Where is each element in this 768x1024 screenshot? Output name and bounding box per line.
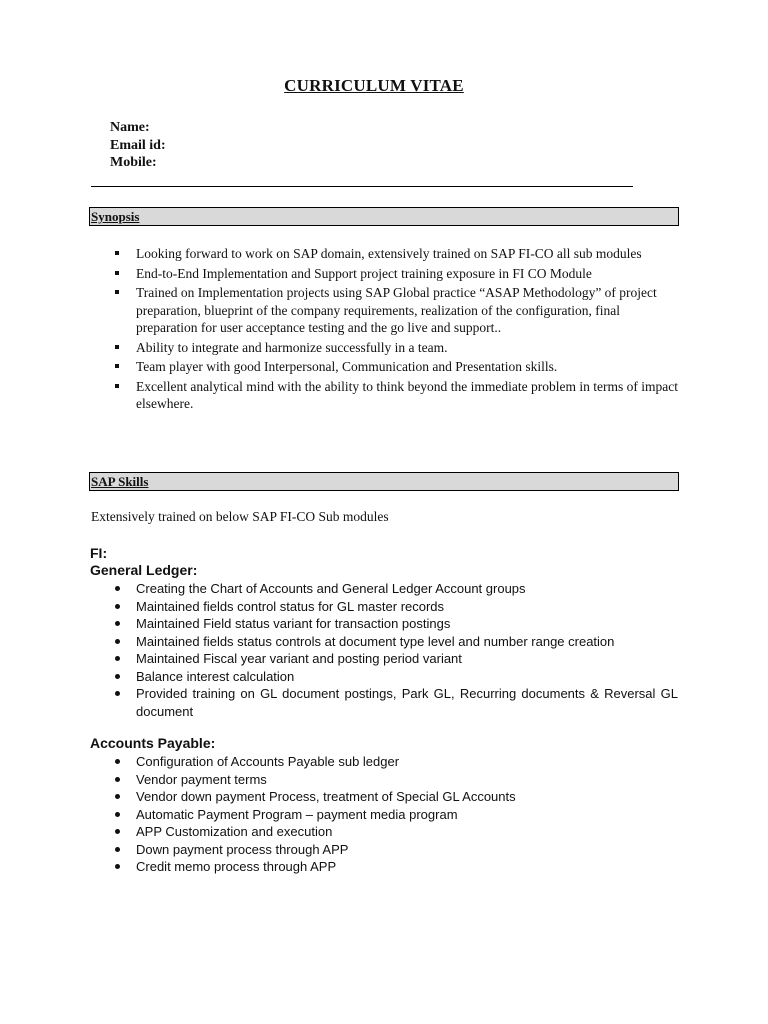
header-divider (91, 186, 633, 187)
round-bullet-icon (115, 777, 120, 782)
list-item: Excellent analytical mind with the ability to think beyond the immediate problem in terms of impact elsewhere. (112, 378, 678, 413)
list-item: Trained on Implementation projects using SAP Global practice “ASAP Methodology” of project preparation, blueprint of the company requirements, realization of the configuration, final preparation for user acceptance testing and the go live and support.. (112, 284, 678, 337)
square-bullet-icon (115, 364, 119, 368)
general-ledger-heading: General Ledger: (90, 562, 198, 578)
round-bullet-icon (115, 829, 120, 834)
sap-skills-heading: SAP Skills (89, 472, 679, 491)
synopsis-heading: Synopsis (89, 207, 679, 226)
list-item: Maintained Fiscal year variant and posting period variant (112, 650, 678, 668)
round-bullet-icon (115, 586, 120, 591)
fi-label: FI: (90, 545, 108, 561)
list-item: Provided training on GL document postings, Park GL, Recurring documents & Reversal GL document (112, 685, 678, 720)
document-title: CURRICULUM VITAE (284, 76, 464, 95)
list-item: Credit memo process through APP (112, 858, 678, 876)
list-item: Team player with good Interpersonal, Communication and Presentation skills. (112, 358, 678, 376)
square-bullet-icon (115, 345, 119, 349)
round-bullet-icon (115, 812, 120, 817)
square-bullet-icon (115, 384, 119, 388)
round-bullet-icon (115, 759, 120, 764)
contact-block (110, 119, 166, 172)
list-item: Down payment process through APP (112, 841, 678, 859)
email-label: Email id: (110, 137, 166, 153)
round-bullet-icon (115, 794, 120, 799)
list-item: Looking forward to work on SAP domain, extensively trained on SAP FI-CO all sub modules (112, 245, 678, 263)
list-item: Vendor down payment Process, treatment of Special GL Accounts (112, 788, 678, 806)
round-bullet-icon (115, 847, 120, 852)
list-item: Vendor payment terms (112, 771, 678, 789)
synopsis-list (112, 245, 678, 415)
accounts-payable-list (112, 753, 678, 876)
round-bullet-icon (115, 621, 120, 626)
name-label: Name: (110, 120, 150, 135)
list-item: Ability to integrate and harmonize successfully in a team. (112, 339, 678, 357)
list-item: Maintained fields status controls at document type level and number range creation (112, 633, 678, 651)
mobile-label: Mobile: (110, 155, 157, 170)
square-bullet-icon (115, 290, 119, 294)
round-bullet-icon (115, 864, 120, 869)
list-item: Automatic Payment Program – payment media program (112, 806, 678, 824)
list-item: Maintained fields control status for GL master records (112, 598, 678, 616)
accounts-payable-heading: Accounts Payable: (90, 735, 216, 751)
list-item: Configuration of Accounts Payable sub ledger (112, 753, 678, 771)
sap-skills-intro: Extensively trained on below SAP FI-CO Sub modules (91, 509, 389, 524)
list-item: End-to-End Implementation and Support project training exposure in FI CO Module (112, 265, 678, 283)
list-item: Maintained Field status variant for transaction postings (112, 615, 678, 633)
list-item: Balance interest calculation (112, 668, 678, 686)
round-bullet-icon (115, 691, 120, 696)
list-item: APP Customization and execution (112, 823, 678, 841)
round-bullet-icon (115, 656, 120, 661)
round-bullet-icon (115, 639, 120, 644)
round-bullet-icon (115, 604, 120, 609)
general-ledger-list (112, 580, 678, 720)
square-bullet-icon (115, 271, 119, 275)
square-bullet-icon (115, 251, 119, 255)
round-bullet-icon (115, 674, 120, 679)
list-item: Creating the Chart of Accounts and General Ledger Account groups (112, 580, 678, 598)
